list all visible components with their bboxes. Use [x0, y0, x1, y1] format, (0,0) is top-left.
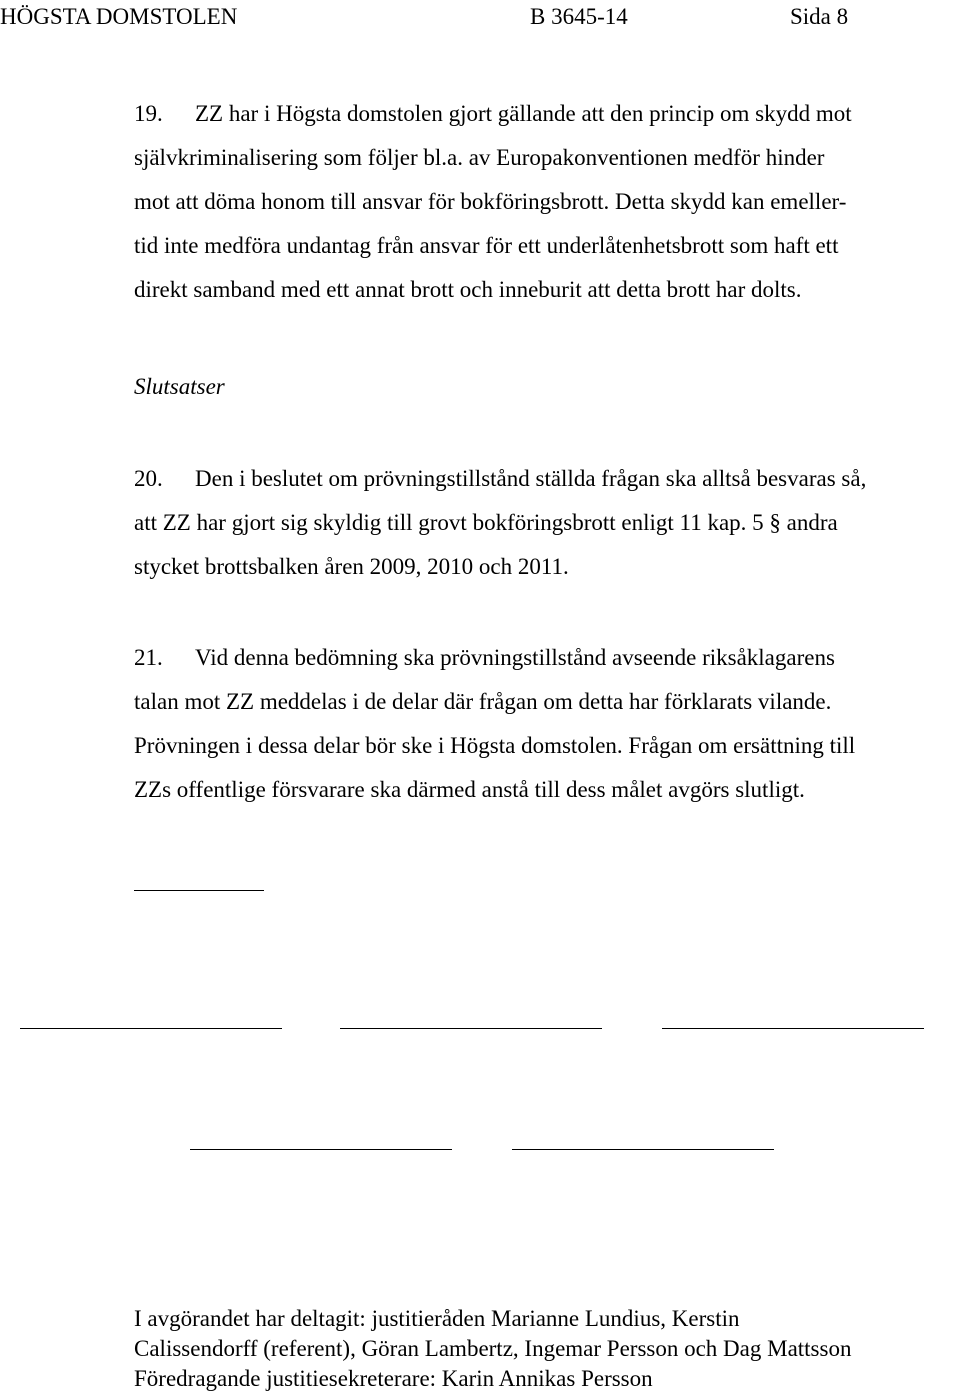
signature-line-5: [512, 1149, 774, 1150]
page-number: Sida 8: [790, 4, 849, 29]
signature-line-3: [662, 1028, 924, 1029]
paragraph-line: ZZs offentlige försvarare ska därmed anstå till dess målet avgörs slutligt.: [134, 777, 805, 802]
paragraph-line: ZZ har i Högsta domstolen gjort gällande att den princip om skydd mot: [195, 101, 852, 126]
participants-footer: [134, 1304, 960, 1394]
footer-line: Föredragande justitiesekreterare: Karin Annikas Persson: [134, 1366, 653, 1391]
paragraph-line: direkt samband med ett annat brott och inneburit att detta brott har dolts.: [134, 277, 802, 302]
footer-line: Calissendorff (referent), Göran Lambertz, Ingemar Persson och Dag Mattsson: [134, 1336, 852, 1361]
section-heading: Slutsatser: [134, 374, 225, 399]
paragraph-line: Vid denna bedömning ska prövningstillstånd avseende riksåklagarens: [195, 645, 835, 670]
signature-line-4: [190, 1149, 452, 1150]
paragraph-number: 19.: [134, 101, 163, 126]
paragraph-20: [134, 457, 960, 589]
signature-line-2: [340, 1028, 602, 1029]
case-number: B 3645-14: [530, 4, 628, 29]
paragraph-line: att ZZ har gjort sig skyldig till grovt bokföringsbrott enligt 11 kap. 5 § andra: [134, 510, 838, 535]
paragraph-line: Den i beslutet om prövningstillstånd ställda frågan ska alltså besvaras så,: [195, 466, 867, 491]
paragraph-21: [134, 636, 960, 812]
court-name: HÖGSTA DOMSTOLEN: [0, 4, 238, 29]
paragraph-number: 21.: [134, 645, 163, 670]
paragraph-line: självkriminalisering som följer bl.a. av Europakonventionen medför hinder: [134, 145, 825, 170]
paragraph-number: 20.: [134, 466, 163, 491]
paragraph-line: Prövningen i dessa delar bör ske i Högsta domstolen. Frågan om ersättning till: [134, 733, 856, 758]
footer-line: I avgörandet har deltagit: justitieråden Marianne Lundius, Kerstin: [134, 1306, 740, 1331]
paragraph-line: talan mot ZZ meddelas i de delar där frågan om detta har förklarats vilande.: [134, 689, 832, 714]
end-of-text-rule: [134, 890, 264, 891]
paragraph-19: [134, 92, 960, 312]
paragraph-line: mot att döma honom till ansvar för bokföringsbrott. Detta skydd kan emeller-: [134, 189, 847, 214]
paragraph-line: tid inte medföra undantag från ansvar för ett underlåtenhetsbrott som haft ett: [134, 233, 839, 258]
paragraph-line: stycket brottsbalken åren 2009, 2010 och 2011.: [134, 554, 569, 579]
signature-line-1: [20, 1028, 282, 1029]
